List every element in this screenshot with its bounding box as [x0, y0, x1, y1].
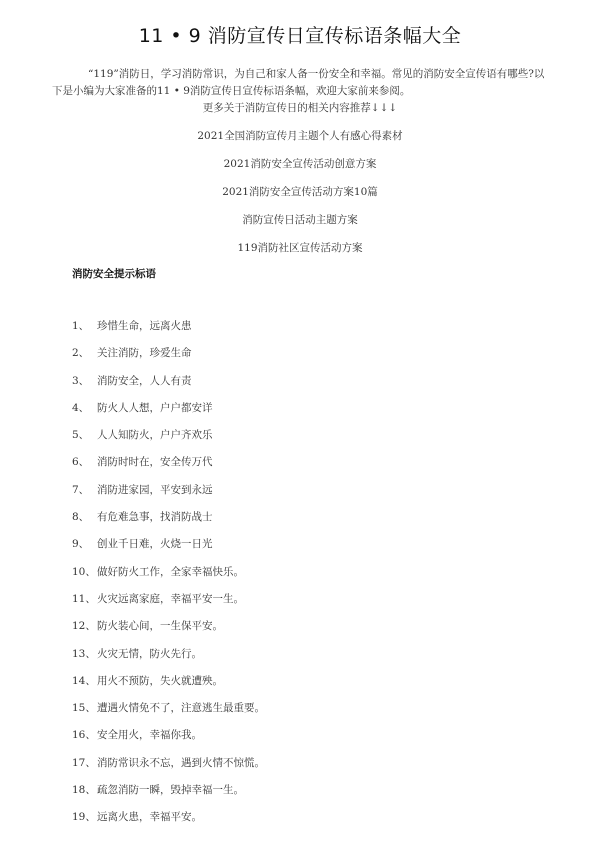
- item-text: 创业千日难，火烧一日光: [97, 538, 213, 551]
- list-item: [72, 510, 265, 537]
- related-link-header[interactable]: 更多关于消防宣传日的相关内容推荐↓↓↓: [202, 102, 398, 114]
- item-number: 2、: [72, 347, 90, 360]
- item-text: 防火人人想，户户都安详: [97, 401, 213, 414]
- list-item: [72, 455, 265, 482]
- item-number: 17、: [72, 756, 96, 769]
- related-links: [0, 98, 600, 266]
- item-number: 18、: [72, 784, 96, 797]
- list-item: [72, 701, 265, 728]
- list-item: [72, 483, 265, 510]
- item-text: 人人知防火，户户齐欢乐: [97, 429, 213, 442]
- list-item: [72, 728, 265, 755]
- list-item: [72, 374, 265, 401]
- slogan-list: [72, 319, 265, 838]
- item-number: 19、: [72, 811, 96, 824]
- item-text: 用火不预防，失火就遭殃。: [97, 674, 223, 687]
- item-text: 遭遇火情免不了，注意逃生最重要。: [97, 702, 265, 715]
- list-item: [72, 537, 265, 564]
- related-link[interactable]: 消防宣传日活动主题方案: [242, 214, 358, 226]
- item-text: 关注消防，珍爱生命: [97, 347, 192, 360]
- related-link[interactable]: 2021消防安全宣传活动方案10篇: [222, 186, 378, 198]
- page-title: 11 • 9 消防宣传日宣传标语条幅大全: [138, 25, 462, 47]
- item-number: 10、: [72, 565, 96, 578]
- item-number: 15、: [72, 702, 96, 715]
- item-text: 疏忽消防一瞬，毁掉幸福一生。: [97, 784, 244, 797]
- item-number: 4、: [72, 401, 90, 414]
- item-text: 安全用火，幸福你我。: [97, 729, 202, 742]
- item-number: 14、: [72, 674, 96, 687]
- list-item: [72, 619, 265, 646]
- item-text: 火灾无情，防火先行。: [97, 647, 202, 660]
- list-item: [72, 346, 265, 373]
- list-item: [72, 647, 265, 674]
- list-item: [72, 592, 265, 619]
- item-number: 7、: [72, 483, 90, 496]
- item-number: 8、: [72, 511, 90, 524]
- item-number: 5、: [72, 429, 90, 442]
- list-item: [72, 401, 265, 428]
- item-text: 有危难急事，找消防战士: [97, 511, 213, 524]
- list-item: [72, 756, 265, 783]
- list-item: [72, 810, 265, 837]
- list-item: [72, 674, 265, 701]
- item-number: 12、: [72, 620, 96, 633]
- item-text: 消防时时在，安全传万代: [97, 456, 213, 469]
- related-link[interactable]: 119消防社区宣传活动方案: [237, 242, 363, 254]
- item-number: 13、: [72, 647, 96, 660]
- item-text: 防火装心间，一生保平安。: [97, 620, 223, 633]
- item-number: 6、: [72, 456, 90, 469]
- related-link[interactable]: 2021消防安全宣传活动创意方案: [223, 158, 377, 170]
- item-text: 远离火患，幸福平安。: [97, 811, 202, 824]
- item-number: 11、: [72, 592, 96, 605]
- item-text: 珍惜生命，远离火患: [97, 320, 192, 332]
- item-number: 16、: [72, 729, 96, 742]
- item-text: 火灾远离家庭，幸福平安一生。: [97, 592, 244, 605]
- related-link[interactable]: 2021全国消防宣传月主题个人有感心得素材: [197, 130, 403, 142]
- item-number: 1、: [72, 320, 90, 332]
- intro-paragraph: “119”消防日，学习消防常识，为自己和家人备一份安全和幸福。常见的消防安全宣传语有哪些?以下是小编为大家准备的11 • 9消防宣传日宣传标语条幅，欢迎大家前来参阅。: [52, 68, 545, 97]
- item-text: 消防常识永不忘，遇到火情不惊慌。: [97, 756, 265, 769]
- section-heading: 消防安全提示标语: [72, 268, 156, 280]
- item-number: 3、: [72, 374, 90, 387]
- item-text: 消防安全，人人有责: [97, 374, 192, 387]
- list-item: [72, 428, 265, 455]
- list-item: [72, 565, 265, 592]
- list-item: [72, 783, 265, 810]
- item-number: 9、: [72, 538, 90, 551]
- list-item: [72, 319, 265, 346]
- item-text: 做好防火工作，全家幸福快乐。: [97, 565, 244, 578]
- item-text: 消防进家园，平安到永远: [97, 483, 213, 496]
